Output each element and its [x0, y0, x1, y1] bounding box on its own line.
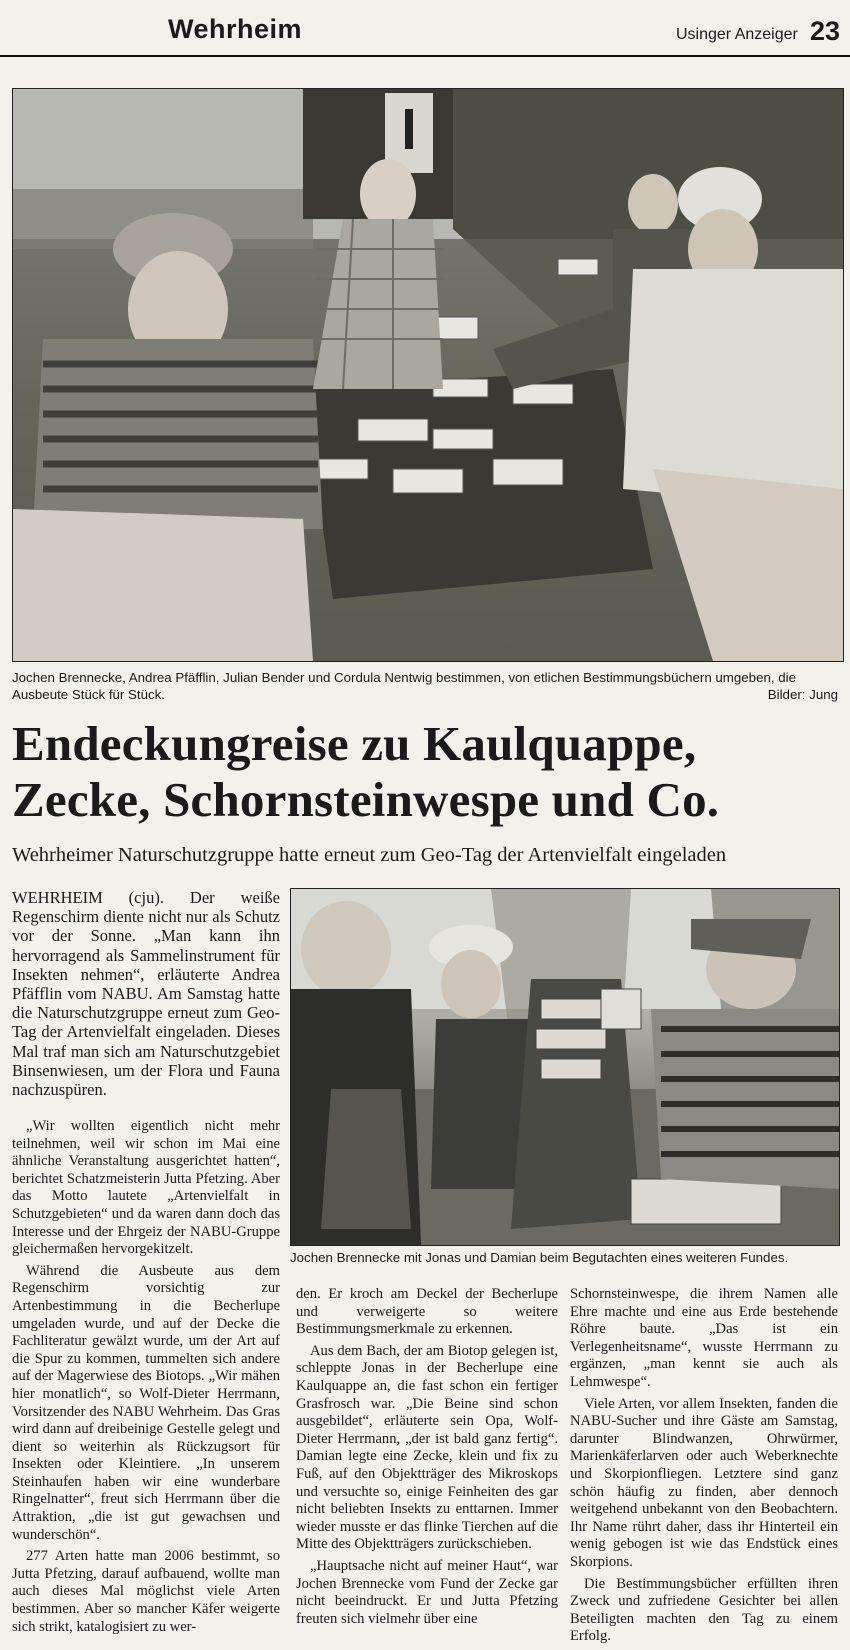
photo-caption	[12, 669, 838, 703]
photo-caption-2: Jochen Brennecke mit Jonas und Damian beim Begutachten eines weiteren Fundes.	[290, 1250, 789, 1265]
headline	[12, 716, 842, 828]
article-column-1	[12, 1118, 280, 1640]
article-column-2	[296, 1286, 558, 1632]
paragraph: „Wir wollten eigentlich nicht mehr teilnehmen, weil wir schon im Mai eine ähnliche Veranstaltung ausgerichtet hatten“, berichtet Schatzmeisterin Jutta Pfetzing. Aber das Motto lautete „Artenvielfalt in Schutzgebieten“ und da waren dann doch das Interesse und der Ehrgeiz der NABU-Gruppe gleichermaßen hervorgekitzelt.	[12, 1118, 280, 1258]
paragraph: „Hauptsache nicht auf meiner Haut“, war Jochen Brennecke vom Fund der Zecke gar nicht beeindruckt. Er und Jutta Pfetzing freuten sich vielmehr über eine	[296, 1557, 558, 1627]
page-header	[0, 0, 850, 58]
headline-line-1: Endeckungreise zu Kaulquappe,	[12, 716, 697, 771]
header-rule	[0, 55, 850, 57]
page-number: 23	[810, 16, 841, 46]
paragraph: Schornsteinwespe, die ihrem Namen alle Ehre machte und eine aus Erde bestehende Röhre baute. „Das ist ein Verlegenheitsname“, wusste Herrmann zu ergänzen, „man kennt sie auch als Lehmwespe“.	[570, 1286, 838, 1390]
paragraph: Während die Ausbeute aus dem Regenschirm vorsichtig zur Artenbestimmung in die Becherlupe umgeladen wurde, und auf der Decke die Fachliteratur gewälzt wurde, um der Art auf die Spur zu kommen, tummelten sich andere auf der Magerwiese des Biotops. „Wir mähen hier monatlich“, so Wolf-Dieter Herrmann, Vorsitzender des NABU Wehrheim. Das Gras wird dann auf dreibeinige Gestelle gelegt und dient so weiterhin als Rückzugsort für Insekten oder Kleintiere. „In unserem Steinhaufen haben wir eine wunderbare Ringelnatter“, freut sich Herrmann über die Attraktion, „die ist gut gewachsen und wunderschön“.	[12, 1262, 280, 1543]
article-column-1-top	[12, 888, 280, 1103]
section-title: Wehrheim	[168, 14, 303, 44]
paragraph: Aus dem Bach, der am Biotop gelegen ist, schleppte Jonas in der Becherlupe eine Kaulquappe an, die fast schon ein fertiger Grasfrosch war. „Die Beine sind schon ausgebildet“, erläuterte sein Opa, Wolf-Dieter Herrmann, „der ist bald ganz fertig“. Damian legte eine Zecke, klein und fix zu Fuß, auf den Objektträger des Mikroskops und versuchte so, einige Feinheiten des gar nicht beliebten Insekts zu enttarnen. Immer wieder musste er das flinke Tierchen auf die Mitte des Objektträgers zurückschieben.	[296, 1342, 558, 1553]
paragraph: 277 Arten hatte man 2006 bestimmt, so Jutta Pfetzing, darauf aufbauend, wollte man auch dieses Mal möglichst viele Arten bestimmen. Aber so mancher Käfer weigerte sich strikt, katalogisiert zu wer-	[12, 1548, 280, 1635]
group-photo	[12, 88, 844, 662]
caption-text: Jochen Brennecke, Andrea Pfäfflin, Julian Bender und Cordula Nentwig bestimmen, von etlichen Bestimmungsbüchern umgeben, die Ausbeute Stück für Stück.	[12, 670, 796, 702]
microscope-photo	[290, 888, 840, 1246]
article-column-3	[570, 1286, 838, 1650]
photo-credit: Bilder: Jung	[767, 687, 838, 702]
subheadline: Wehrheimer Naturschutzgruppe hatte erneut zum Geo-Tag der Artenvielfalt eingeladen	[12, 844, 727, 866]
paragraph: Die Bestimmungsbücher erfüllten ihren Zweck und zufriedene Gesichter bei allen Beteiligten machten den Tag zu einem Erfolg.	[570, 1575, 838, 1645]
newspaper-name: Usinger Anzeiger	[676, 26, 798, 43]
lead-paragraph: WEHRHEIM (cju). Der weiße Regenschirm diente nicht nur als Schutz vor der Sonne. „Man kann ihn hervorragend als Sammelinstrument für Insekten nehmen“, erläuterte Andrea Pfäfflin vom NABU. Am Samstag hatte die Naturschutzgruppe erneut zum Geo-Tag der Artenvielfalt eingeladen. Dieses Mal traf man sich am Naturschutzgebiet Binsenwiesen, um der Flora und Fauna nachzuspüren.	[12, 888, 280, 1100]
paragraph: den. Er kroch am Deckel der Becherlupe und verweigerte so weitere Bestimmungsmerkmale zu erkennen.	[296, 1286, 558, 1338]
paragraph: Viele Arten, vor allem Insekten, fanden die NABU-Sucher und ihre Gäste am Samstag, darunter Blindwanzen, Ohrwürmer, Marienkäferlarven oder auch Weberknechte und Skorpionfliegen. Letztere sind ganz schön häufig zu finden, aber dennoch weitgehend unbekannt von den Beobachtern. Ihr Name rührt daher, dass ihr Hinterteil ein wenig gebogen ist wie das Endstück eines Skorpions.	[570, 1395, 838, 1570]
headline-line-2: Zecke, Schornsteinwespe und Co.	[12, 772, 720, 827]
